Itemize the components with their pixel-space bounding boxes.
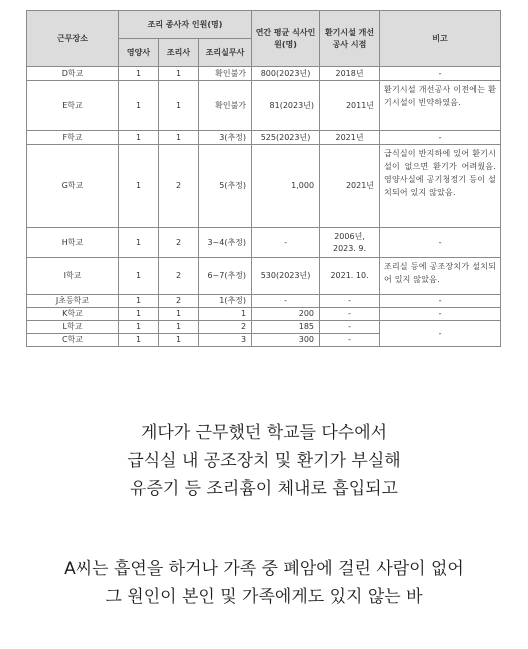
cell-avg-meals: - (252, 228, 320, 258)
staffing-table-container (26, 10, 500, 347)
cell-avg-meals: 530(2023년) (252, 258, 320, 295)
caption-line: 게다가 근무했던 학교들 다수에서 (140, 423, 388, 443)
caption-line: 유증기 등 조리흄이 체내로 흡입되고 (130, 479, 398, 499)
cell-avg-meals: 1,000 (252, 145, 320, 228)
header-vent-date: 환기시설 개선공사 시점 (320, 11, 380, 67)
cell-avg-meals: 81(2023년) (252, 81, 320, 131)
cell-vent-date: 2021년 (320, 131, 380, 145)
table-row (27, 295, 501, 308)
cell-vent-date: - (320, 295, 380, 308)
cell-nutritionist: 1 (119, 81, 159, 131)
header-nutritionist: 영양사 (119, 39, 159, 67)
table-row (27, 321, 501, 334)
cell-remarks: - (380, 131, 501, 145)
cell-school: I학교 (27, 258, 119, 295)
cell-vent-date: 2011년 (320, 81, 380, 131)
cell-vent-date: - (320, 321, 380, 334)
cell-cook-staff: 3 (199, 334, 252, 347)
cell-vent-date: - (320, 334, 380, 347)
cell-cook-staff: 1(추정) (199, 295, 252, 308)
cell-school: L학교 (27, 321, 119, 334)
cell-remarks: - (380, 295, 501, 308)
cell-school: K학교 (27, 308, 119, 321)
cell-vent-date: - (320, 308, 380, 321)
cell-cook-staff: 1 (199, 308, 252, 321)
cell-cook-staff: 6~7(추정) (199, 258, 252, 295)
cell-cook-staff: 5(추정) (199, 145, 252, 228)
table-row (27, 228, 501, 258)
caption-line: 급식실 내 공조장치 및 환기가 부실해 (127, 451, 401, 471)
header-cook-staff: 조리실무사 (199, 39, 252, 67)
cell-school: J초등학교 (27, 295, 119, 308)
cell-cook: 1 (159, 131, 199, 145)
cell-nutritionist: 1 (119, 334, 159, 347)
caption-paragraph-1 (0, 419, 528, 503)
caption-line: A씨는 흡연을 하거나 가족 중 폐암에 걸린 사람이 없어 (64, 559, 464, 579)
cell-avg-meals: 185 (252, 321, 320, 334)
cell-vent-date: 2021. 10. (320, 258, 380, 295)
cell-cook: 1 (159, 67, 199, 81)
cell-cook-staff: 확인불가 (199, 67, 252, 81)
caption-line: 그 원인이 본인 및 가족에게도 있지 않는 바 (105, 587, 423, 607)
cell-cook-staff: 2 (199, 321, 252, 334)
cell-avg-meals: - (252, 295, 320, 308)
cell-vent-date: 2021년 (320, 145, 380, 228)
header-cook-group: 조리 종사자 인원(명) (119, 11, 252, 39)
cell-avg-meals: 525(2023년) (252, 131, 320, 145)
cell-school: E학교 (27, 81, 119, 131)
table-row (27, 308, 501, 321)
cell-cook-staff: 확인불가 (199, 81, 252, 131)
cell-vent-date: 2018년 (320, 67, 380, 81)
cell-remarks: 급식실이 반지하에 있어 환기시설이 없으면 환기가 어려웠음. 영양사실에 공기청정기 등이 설치되어 있지 않았음. (380, 145, 501, 228)
cell-cook: 1 (159, 334, 199, 347)
cell-cook-staff: 3(추정) (199, 131, 252, 145)
cell-cook: 2 (159, 295, 199, 308)
cell-cook: 1 (159, 81, 199, 131)
cell-school: G학교 (27, 145, 119, 228)
cell-avg-meals: 300 (252, 334, 320, 347)
cell-remarks: - (380, 67, 501, 81)
table-row (27, 81, 501, 131)
cell-nutritionist: 1 (119, 258, 159, 295)
cell-school: C학교 (27, 334, 119, 347)
cell-nutritionist: 1 (119, 308, 159, 321)
cell-nutritionist: 1 (119, 145, 159, 228)
cell-nutritionist: 1 (119, 131, 159, 145)
cell-cook: 2 (159, 145, 199, 228)
table-row (27, 258, 501, 295)
cell-avg-meals: 200 (252, 308, 320, 321)
table-row (27, 145, 501, 228)
header-workplace: 근무장소 (27, 11, 119, 67)
header-cook: 조리사 (159, 39, 199, 67)
cell-nutritionist: 1 (119, 321, 159, 334)
cell-remarks: 환기시설 개선공사 이전에는 환기시설이 빈약하였음. (380, 81, 501, 131)
cell-nutritionist: 1 (119, 228, 159, 258)
cell-school: F학교 (27, 131, 119, 145)
table-row (27, 131, 501, 145)
cell-nutritionist: 1 (119, 295, 159, 308)
caption-paragraph-2 (0, 555, 528, 611)
header-avg-meals: 연간 평균 식사인원(명) (252, 11, 320, 67)
cell-remarks: 조리실 등에 공조장치가 설치되어 있지 않았음. (380, 258, 501, 295)
cell-cook-staff: 3~4(추정) (199, 228, 252, 258)
cell-vent-date: 2006년, 2023. 9. (320, 228, 380, 258)
cell-cook: 1 (159, 308, 199, 321)
cell-cook: 2 (159, 228, 199, 258)
header-remarks: 비고 (380, 11, 501, 67)
cell-remarks: - (380, 228, 501, 258)
school-staffing-table (26, 10, 501, 347)
cell-remarks: - (380, 308, 501, 321)
cell-remarks-merged: - (380, 321, 501, 347)
cell-cook: 1 (159, 321, 199, 334)
cell-school: H학교 (27, 228, 119, 258)
cell-cook: 2 (159, 258, 199, 295)
cell-school: D학교 (27, 67, 119, 81)
cell-avg-meals: 800(2023년) (252, 67, 320, 81)
table-row (27, 67, 501, 81)
cell-nutritionist: 1 (119, 67, 159, 81)
